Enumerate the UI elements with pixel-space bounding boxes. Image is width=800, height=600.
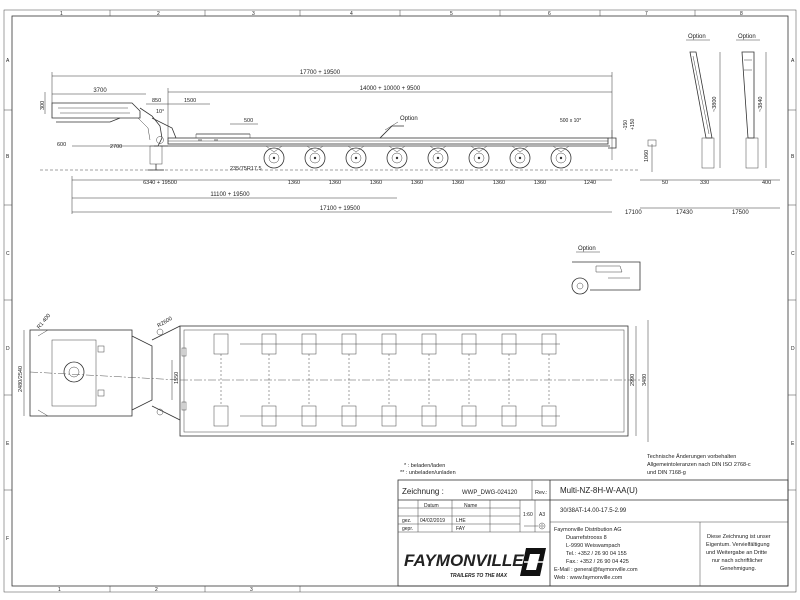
radius-r2: R2600	[156, 315, 174, 330]
dim-1500: 1500	[184, 98, 197, 104]
dim-minus150: -150	[623, 119, 629, 130]
dim-width-3480: 3480	[642, 373, 648, 386]
dim-17430: 17430	[676, 210, 693, 216]
dim-11100: 11100 + 19500	[210, 192, 250, 198]
dim-330: 330	[700, 180, 710, 186]
dim-front-width: 2480/2540	[18, 366, 24, 392]
col-label-5: 5	[450, 11, 453, 17]
side-option-label: Option	[400, 116, 418, 122]
col-label-3: 3	[252, 11, 255, 17]
col-label-bottom-3: 3	[250, 587, 253, 593]
col-label-bottom-2: 2	[155, 587, 158, 593]
note-tech-3: und DIN 7168-g	[647, 470, 686, 476]
drawing-frame	[4, 10, 796, 593]
drawn-date: 04/02/2019	[420, 518, 446, 524]
dim-400: 400	[762, 180, 772, 186]
option-views	[572, 34, 766, 294]
company-web: Web : www.faymonville.com	[554, 575, 623, 581]
faymonville-logo	[404, 548, 546, 579]
copyright-line-5: Genehmigung.	[720, 566, 757, 572]
option-label-1: Option	[688, 34, 706, 40]
dim-50: 50	[662, 180, 669, 186]
model-spec: 30/38AT-14.00-17.5-2.99	[560, 508, 627, 514]
axle-spacing-2: 1360	[287, 180, 301, 186]
dim-1060: 1060	[644, 149, 650, 162]
radius-r1: R1 400	[36, 312, 53, 331]
copyright-line-4: nur nach schriftlicher	[712, 558, 763, 564]
col-label-4: 4	[350, 11, 353, 17]
drawn-by: LHE	[456, 518, 466, 524]
row-label-E: E	[6, 441, 10, 447]
company-city: L-9990 Weiswampach	[566, 543, 621, 549]
col-label-8: 8	[740, 11, 743, 17]
axle-spacing-3: 1360	[328, 180, 342, 186]
row-label-B: B	[6, 154, 10, 160]
row-label-right-B: B	[791, 154, 795, 160]
col-label-7: 7	[645, 11, 648, 17]
copyright-line-3: und Weitergabe an Dritte	[706, 550, 768, 556]
row-label-F: F	[6, 536, 10, 542]
drawing-format: A3	[539, 512, 546, 518]
dim-deck-length: 14000 + 10000 + 9500	[359, 86, 421, 92]
axle-spacing-9: 1240	[583, 180, 597, 186]
dim-17100: 17100 + 19500	[319, 206, 361, 212]
row-label-right-A: A	[791, 58, 795, 64]
title-block	[398, 480, 788, 586]
datum-header: Datum	[424, 503, 439, 509]
option-label-2: Option	[738, 34, 756, 40]
checked-by: FAY	[456, 526, 466, 532]
deck-hatch-right: oo	[214, 138, 218, 142]
dim-300: 300	[40, 100, 46, 110]
axle-spacing-8: 1360	[533, 180, 547, 186]
deck-hatch-left: oo	[198, 138, 202, 142]
notes	[400, 453, 751, 476]
axle-spacing-1: 6340 + 19500	[143, 180, 177, 186]
option-label-3: Option	[578, 246, 596, 252]
name-header: Name	[464, 503, 478, 509]
dim-inner-width: 1550	[174, 371, 180, 384]
option-height-1: ~3800	[712, 96, 718, 112]
dim-overall-length: 17700 + 19500	[299, 70, 341, 76]
col-label-6: 6	[548, 11, 551, 17]
col-label-1: 1	[60, 11, 63, 17]
axle-spacing-7: 1360	[492, 180, 506, 186]
tire-size: 235/75R17.5	[230, 166, 262, 172]
gez-label: gez.	[402, 518, 412, 524]
company-email: E-Mail : general@faymonville.com	[554, 567, 638, 573]
note-unloaded: ** : unbeladen/unladen	[400, 470, 456, 476]
drawing-label: Zeichnung :	[402, 487, 444, 496]
company-fax: Fax.: +352 / 26 90 04 425	[566, 559, 629, 565]
dim-gooseneck: 3700	[93, 88, 107, 94]
note-tech-2: Allgemeintoleranzen nach DIN ISO 2768-c	[647, 462, 751, 468]
dim-bolster: 500 x 10*	[560, 118, 582, 124]
company-tel: Tel.: +352 / 26 90 04 155	[566, 551, 627, 557]
axle-spacing-5: 1360	[410, 180, 424, 186]
axle-spacing-6: 1360	[451, 180, 465, 186]
drawing-scale: 1:60	[523, 512, 533, 518]
logo-tagline: TRAILERS TO THE MAX	[450, 573, 508, 579]
top-view	[18, 313, 648, 442]
row-label-C: C	[6, 251, 10, 257]
company-street: Duarrefstrooss 8	[566, 535, 607, 541]
note-loaded: * : beladen/laden	[404, 463, 446, 469]
dim-2700: 2700	[110, 144, 123, 150]
revision-label: Rev.:	[535, 490, 548, 496]
dim-width-2990: 2990	[630, 373, 636, 386]
gepr-label: gepr.	[402, 526, 414, 532]
company-name: Faymonville Distribution AG	[554, 527, 622, 533]
row-label-right-E: E	[791, 441, 795, 447]
dim-500: 500	[244, 118, 254, 124]
row-label-A: A	[6, 58, 10, 64]
row-label-right-C: C	[791, 251, 795, 257]
dim-plus150: +150	[630, 118, 636, 130]
axle-spacing-4: 1360	[369, 180, 383, 186]
copyright-line-2: Eigentum. Vervielfältigung	[706, 542, 770, 548]
dim-17100-end: 17100	[625, 210, 642, 216]
col-label-bottom-1: 1	[58, 587, 61, 593]
dim-angle: 10°	[156, 109, 165, 115]
model-name: Multi-NZ-8H-W-AA(U)	[560, 486, 638, 495]
dim-600: 600	[57, 142, 67, 148]
dim-850: 850	[152, 98, 162, 104]
side-view	[40, 70, 780, 216]
row-label-D: D	[6, 346, 10, 352]
option-height-2: ~3840	[758, 96, 764, 112]
side-view-wheels	[264, 148, 571, 168]
drawing-number: WWP_DWG-024120	[462, 490, 518, 496]
copyright-line-1: Diese Zeichnung ist unser	[707, 534, 771, 540]
dim-17500: 17500	[732, 210, 749, 216]
col-label-2: 2	[157, 11, 160, 17]
logo-wordmark: FAYMONVILLE	[404, 551, 524, 570]
row-label-right-D: D	[791, 346, 795, 352]
note-tech-1: Technische Änderungen vorbehalten	[647, 454, 737, 460]
